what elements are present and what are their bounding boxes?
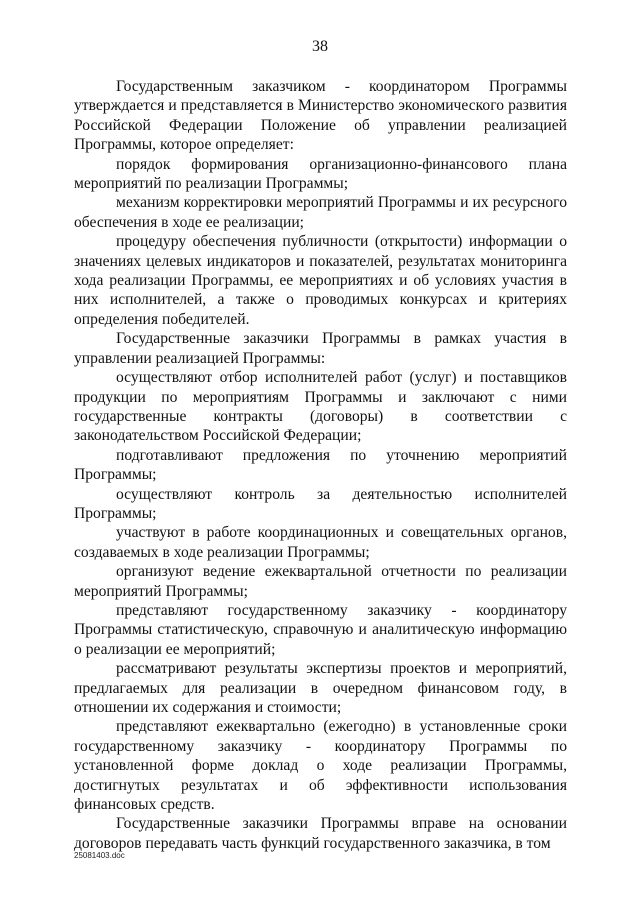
paragraph: процедуру обеспечения публичности (открытости) информации о значениях целевых индикаторов и показателей, результатах мониторинга хода реализации Программы, ее мероприятиях и об условиях участия в них исполнителей, а также о проводимых конкурсах и критериях определения победителей. xyxy=(74,233,567,328)
paragraph: подготавливают предложения по уточнению мероприятий Программы; xyxy=(74,446,567,484)
paragraph: осуществляют отбор исполнителей работ (услуг) и поставщиков продукции по мероприятиям Программы и заключают с ними государственные контракты (договоры) в соответствии с законодательством Российской Федерации; xyxy=(74,369,567,445)
paragraph: рассматривают результаты экспертизы проектов и мероприятий, предлагаемых для реализации в очередном финансовом году, в отношении их содержания и стоимости; xyxy=(74,660,567,716)
paragraph: представляют государственному заказчику - координатору Программы статистическую, справочную и аналитическую информацию о реализации ее мероприятий; xyxy=(74,601,567,658)
paragraph: Государственные заказчики Программы в рамках участия в управлении реализацией Программы: xyxy=(74,330,567,367)
paragraph: участвуют в работе координационных и совещательных органов, создаваемых в ходе реализации Программы; xyxy=(74,524,567,561)
paragraph: осуществляют контроль за деятельностью исполнителей Программы; xyxy=(74,485,567,522)
paragraph: организуют ведение ежеквартальной отчетности по реализации мероприятий Программы; xyxy=(74,563,567,600)
paragraph: представляют ежеквартально (ежегодно) в установленные сроки государственному заказчику - координатору Программы по установленной форме доклад о ходе реализации Программы, достигнутых результатах и об эффективности использования финансовых средств. xyxy=(74,718,567,814)
document-body xyxy=(74,77,567,853)
paragraph: Государственным заказчиком - координатором Программы утверждается и представляется в Министерство экономического развития Российской Федерации Положение об управлении реализацией Программы, которое определяет: xyxy=(74,78,567,154)
page-number: 38 xyxy=(312,38,328,55)
footer-filename: 25081403.doc xyxy=(74,851,125,860)
paragraph: механизм корректировки мероприятий Программы и их ресурсного обеспечения в ходе ее реализации; xyxy=(74,194,567,231)
paragraph: Государственные заказчики Программы вправе на основании договоров передавать часть функций государственного заказчика, в том xyxy=(74,815,567,852)
paragraph: порядок формирования организационно-финансового плана мероприятий по реализации Программы; xyxy=(74,155,567,193)
